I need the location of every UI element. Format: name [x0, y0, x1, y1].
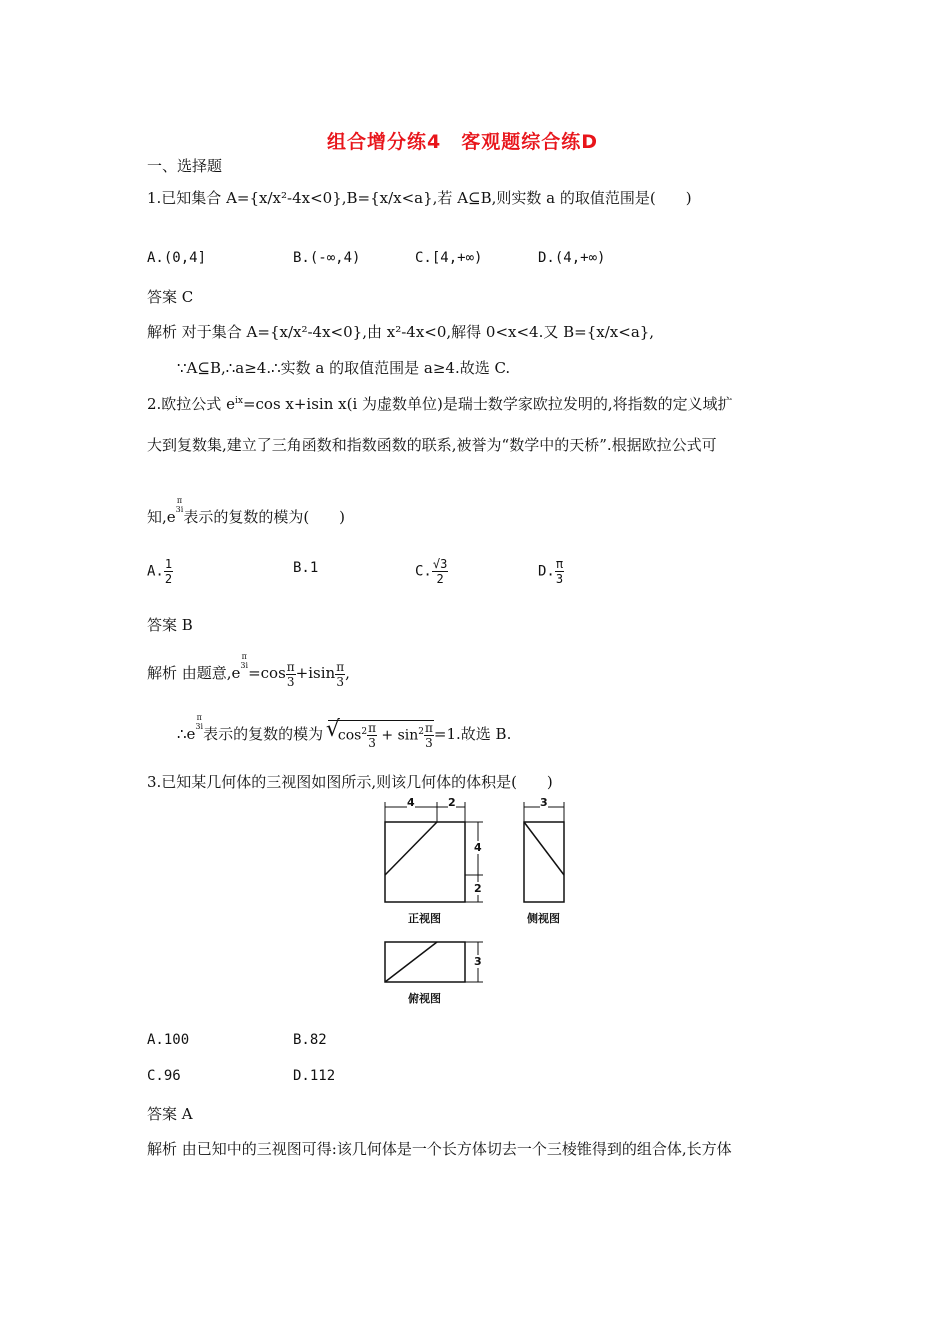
- q2-analysis-line1: 解析 由题意,eπ 3i=cos $\frac{\pi}{3}$ +isin $\frac{\pi}{3}$ ,: [147, 652, 350, 689]
- side-view-rect: [524, 822, 564, 902]
- q3-option-b: B.82: [293, 1032, 327, 1048]
- fraction: $\frac{√3}{2}$: [432, 557, 448, 586]
- front-view-label: 正视图: [408, 912, 441, 925]
- q2-stem-line2: 大到复数集,建立了三角函数和指数函数的联系,被誉为“数学中的天桥”.根据欧拉公式可: [147, 436, 717, 454]
- q2-stem-line3: [147, 496, 345, 527]
- q2-analysis-line2: ∴eπ 3i表示的复数的模为 √ $\cos^2$ $\frac{\pi}{3}$ + $\sin^2$ $\frac{\pi}{3}$ =1.故选 B.: [177, 713, 512, 750]
- q1-option-b: B.(-∞,4): [293, 250, 361, 266]
- side-view-label: 侧视图: [527, 912, 560, 925]
- q1-stem: 1.已知集合 A={x/x²-4x<0},B={x/x<a},若 A⊆B,则实数 a 的取值范围是( ): [147, 189, 692, 207]
- q3-answer: 答案 A: [147, 1105, 193, 1123]
- q2-option-a: A. $\frac{1}{2}$: [147, 557, 173, 586]
- q2-stem-line1-start: 2.欧拉公式 e: [147, 395, 235, 413]
- q2-stem-line1-rest: =cos x+isin x(i 为虚数单位)是瑞士数学家欧拉发明的,将指数的定义域扩: [242, 395, 733, 413]
- dim-front-right-upper: 4: [474, 841, 482, 854]
- q2-stem-line1: [147, 393, 733, 414]
- top-view-rect: [385, 942, 465, 982]
- q1-option-a: A.(0,4]: [147, 250, 207, 266]
- pi-over-3-i-exponent: π 3i: [240, 652, 249, 670]
- q2-stem-line3-rest: 表示的复数的模为( ): [183, 508, 346, 526]
- pi-over-3-i-exponent: π 3i: [175, 496, 184, 514]
- three-view-diagram: [370, 795, 600, 1015]
- q3-option-c: C.96: [147, 1068, 181, 1084]
- front-view-diagonal: [385, 822, 437, 875]
- q3-stem: 3.已知某几何体的三视图如图所示,则该几何体的体积是( ): [147, 773, 553, 791]
- q1-answer: 答案 C: [147, 288, 194, 306]
- q1-option-d: D.(4,+∞): [538, 250, 606, 266]
- side-view-diagonal: [524, 822, 564, 875]
- q1-analysis-line2: ∵A⊆B,∴a≥4.∴实数 a 的取值范围是 a≥4.故选 C.: [177, 359, 511, 377]
- dim-top-right: 3: [474, 955, 482, 968]
- dim-front-top-left: 4: [407, 796, 415, 809]
- q3-option-a: A.100: [147, 1032, 190, 1048]
- q1-analysis-line1: 解析 对于集合 A={x/x²-4x<0},由 x²-4x<0,解得 0<x<4.又 B={x/x<a},: [147, 323, 655, 341]
- dim-front-right-lower: 2: [474, 882, 482, 895]
- dim-side-top: 3: [540, 796, 548, 809]
- page-title: 组合增分练4 客观题综合练D: [327, 131, 598, 153]
- q2-option-d: D. $\frac{\pi}{3}$: [538, 557, 564, 586]
- q1-option-c: C.[4,+∞): [415, 250, 483, 266]
- q2-exponent: ix: [234, 396, 243, 406]
- sqrt-expression: √ $\cos^2$ $\frac{\pi}{3}$ + $\sin^2$ $\frac{\pi}{3}$: [325, 717, 433, 750]
- fraction: $\frac{1}{2}$: [164, 557, 173, 586]
- fraction: $\frac{\pi}{3}$: [555, 557, 564, 586]
- fraction-pi-3: $\frac{\pi}{3}$: [286, 659, 295, 689]
- q3-analysis: 解析 由已知中的三视图可得:该几何体是一个长方体切去一个三棱锥得到的组合体,长方体: [147, 1140, 732, 1158]
- dim-front-top-right: 2: [448, 796, 456, 809]
- top-view-diagonal: [385, 942, 437, 982]
- fraction-pi-3: $\frac{\pi}{3}$: [336, 659, 345, 689]
- q2-option-b: B.1: [293, 560, 319, 576]
- q2-stem-line3-start: 知,e: [147, 508, 176, 526]
- pi-over-3-i-exponent: π 3i: [195, 713, 204, 731]
- top-view-label: 俯视图: [408, 992, 441, 1005]
- section-heading: 一、选择题: [147, 157, 223, 175]
- q2-option-c: C. $\frac{√3}{2}$: [415, 557, 448, 586]
- q2-answer: 答案 B: [147, 616, 193, 634]
- q3-option-d: D.112: [293, 1068, 336, 1084]
